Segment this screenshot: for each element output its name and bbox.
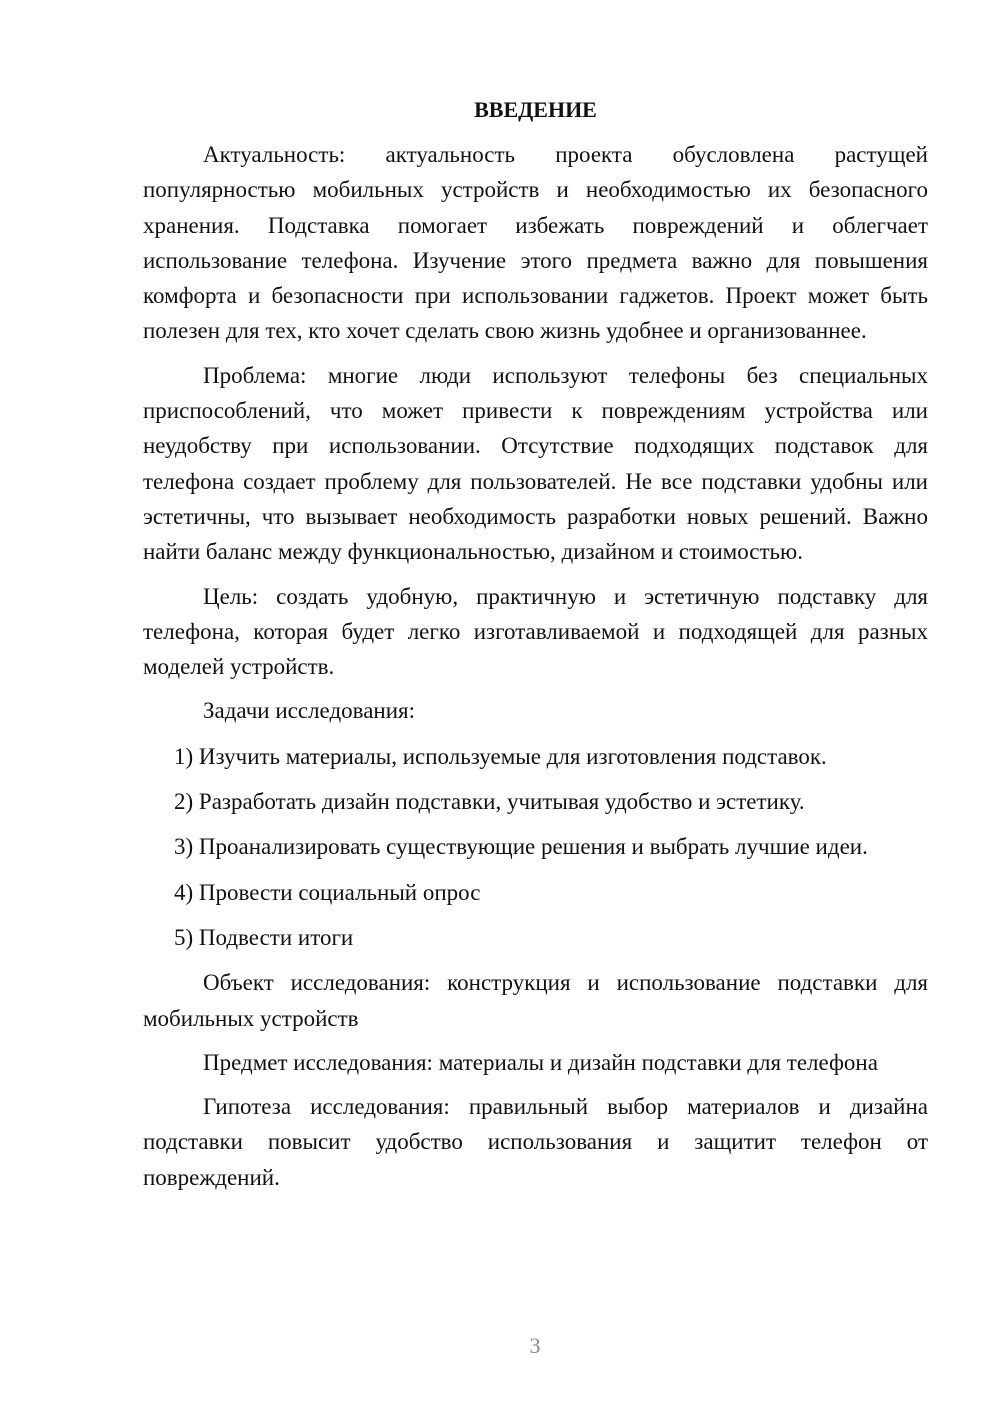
paragraph-hypothesis: Гипотеза исследования: правильный выбор материалов и дизайна подставки повысит удобство использования и защитит телефон от повреждений.: [143, 1094, 928, 1190]
list-item: 1) Изучить материалы, используемые для изготовления подставок.: [174, 743, 827, 769]
paragraph-relevance: Актуальность: актуальность проекта обусловлена растущей популярностью мобильных устройств и необходимостью их безопасного хранения. Подставка помогает избежать повреждений и облегчает использование телефона. Изучение этого предмета важно для повышения комфорта и безопасности при использовании гаджетов. Проект может быть полезен для тех, кто хочет сделать свою жизнь удобнее и организованнее.: [143, 142, 928, 344]
paragraph-goal: Цель: создать удобную, практичную и эстетичную подставку для телефона, которая будет легко изготавливаемой и подходящей для разных моделей устройств.: [143, 583, 928, 680]
paragraph-subject: Предмет исследования: материалы и дизайн подставки для телефона: [203, 1049, 878, 1075]
page-number: 3: [529, 1333, 541, 1358]
page-title: ВВЕДЕНИЕ: [474, 97, 597, 122]
tasks-heading: Задачи исследования:: [203, 698, 416, 724]
document-page: [143, 95, 928, 1204]
paragraph-object: Объект исследования: конструкция и использование подставки для мобильных устройств: [143, 970, 928, 1031]
tasks-list: [143, 739, 928, 955]
paragraph-problem: Проблема: многие люди используют телефоны без специальных приспособлений, что может привести к повреждениям устройства или неудобству при использовании. Отсутствие подходящих подставок для телефона создает проблему для пользователей. Не все подставки удобны или эстетичны, что вызывает необходимость разработки новых решений. Важно найти баланс между функциональностью, дизайном и стоимостью.: [143, 362, 928, 565]
list-item: 2) Разработать дизайн подставки, учитывая удобство и эстетику.: [174, 789, 805, 815]
list-item: 5) Подвести итоги: [174, 924, 354, 950]
list-item: 3) Проанализировать существующие решения и выбрать лучшие идеи.: [174, 834, 868, 860]
list-item: 4) Провести социальный опрос: [174, 879, 481, 905]
